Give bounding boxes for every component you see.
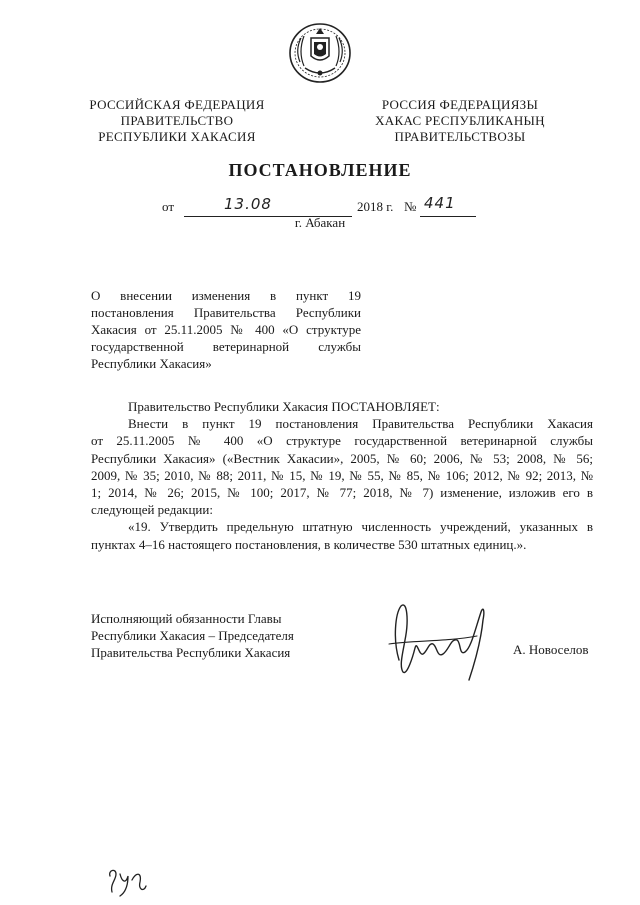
corner-handwritten-mark xyxy=(106,862,148,898)
subject-line: Республики Хакасия» xyxy=(91,356,212,371)
handwritten-signature xyxy=(385,600,495,682)
intro-paragraph: Правительство Республики Хакасия ПОСТАНОВЛЯЕТ: xyxy=(128,399,440,414)
date-handwritten: 13.08 xyxy=(224,195,272,213)
position-line: Республики Хакасия – Председателя xyxy=(91,628,294,643)
signatory-position xyxy=(91,610,294,661)
header-right-khakas xyxy=(362,97,558,145)
city: г. Абакан xyxy=(294,215,346,230)
body-line: 2009, № 35; 2010, № 88; 2011, № 15, № 19, № 55, № 85, № 106; 2012, № 92; 2013, № xyxy=(91,467,593,483)
document-body xyxy=(91,398,593,553)
subject-line: государственной ветеринарной службы xyxy=(91,339,361,354)
subject-line: О внесении изменения в пункт 19 xyxy=(91,288,361,303)
body-line: от 25.11.2005 № 400 «О структуре государственной ветеринарной службы xyxy=(91,433,593,449)
coat-of-arms-emblem xyxy=(287,22,353,84)
header-left-line: РЕСПУБЛИКИ ХАКАСИЯ xyxy=(98,129,256,144)
subject-line: Хакасия от 25.11.2005 № 400 «О структуре xyxy=(91,322,361,337)
number-handwritten: 441 xyxy=(424,194,456,212)
position-line: Исполняющий обязанности Главы xyxy=(91,611,282,626)
body-line: Внести в пункт 19 постановления Правительства Республики Хакасия xyxy=(128,416,593,432)
subject-block xyxy=(91,287,361,372)
header-right-line: ХАКАС РЕСПУБЛИКАНЫҢ xyxy=(375,113,545,128)
body-line: 1; 2014, № 26; 2015, № 100; 2017, № 77; 2018, № 7) изменение, изложив его в xyxy=(91,485,593,501)
subject-line: постановления Правительства Республики xyxy=(91,305,361,320)
body-line: Республики Хакасия» («Вестник Хакасии», 2005, № 60; 2006, № 53; 2008, № 56; xyxy=(91,450,593,466)
position-line: Правительства Республики Хакасия xyxy=(91,645,291,660)
header-right-line: ПРАВИТЕЛЬСТВОЗЫ xyxy=(394,129,526,144)
number-label: № xyxy=(404,199,417,214)
signatory-name: А. Новоселов xyxy=(513,642,589,657)
body-line: следующей редакции: xyxy=(91,502,213,518)
header-left-russian xyxy=(82,97,272,145)
header-left-line: ПРАВИТЕЛЬСТВО xyxy=(120,113,234,128)
body-line: «19. Утвердить предельную штатную численность учреждений, указанных в xyxy=(128,519,593,535)
from-label: от xyxy=(162,199,175,214)
header-left-line: РОССИЙСКАЯ ФЕДЕРАЦИЯ xyxy=(89,97,265,112)
header-right-line: РОССИЯ ФЕДЕРАЦИЯЗЫ xyxy=(381,97,539,112)
document-title: ПОСТАНОВЛЕНИЕ xyxy=(228,160,412,180)
year-label: 2018 г. xyxy=(357,199,394,214)
body-line: пунктах 4–16 настоящего постановления, в количестве 530 штатных единиц.». xyxy=(91,536,527,552)
